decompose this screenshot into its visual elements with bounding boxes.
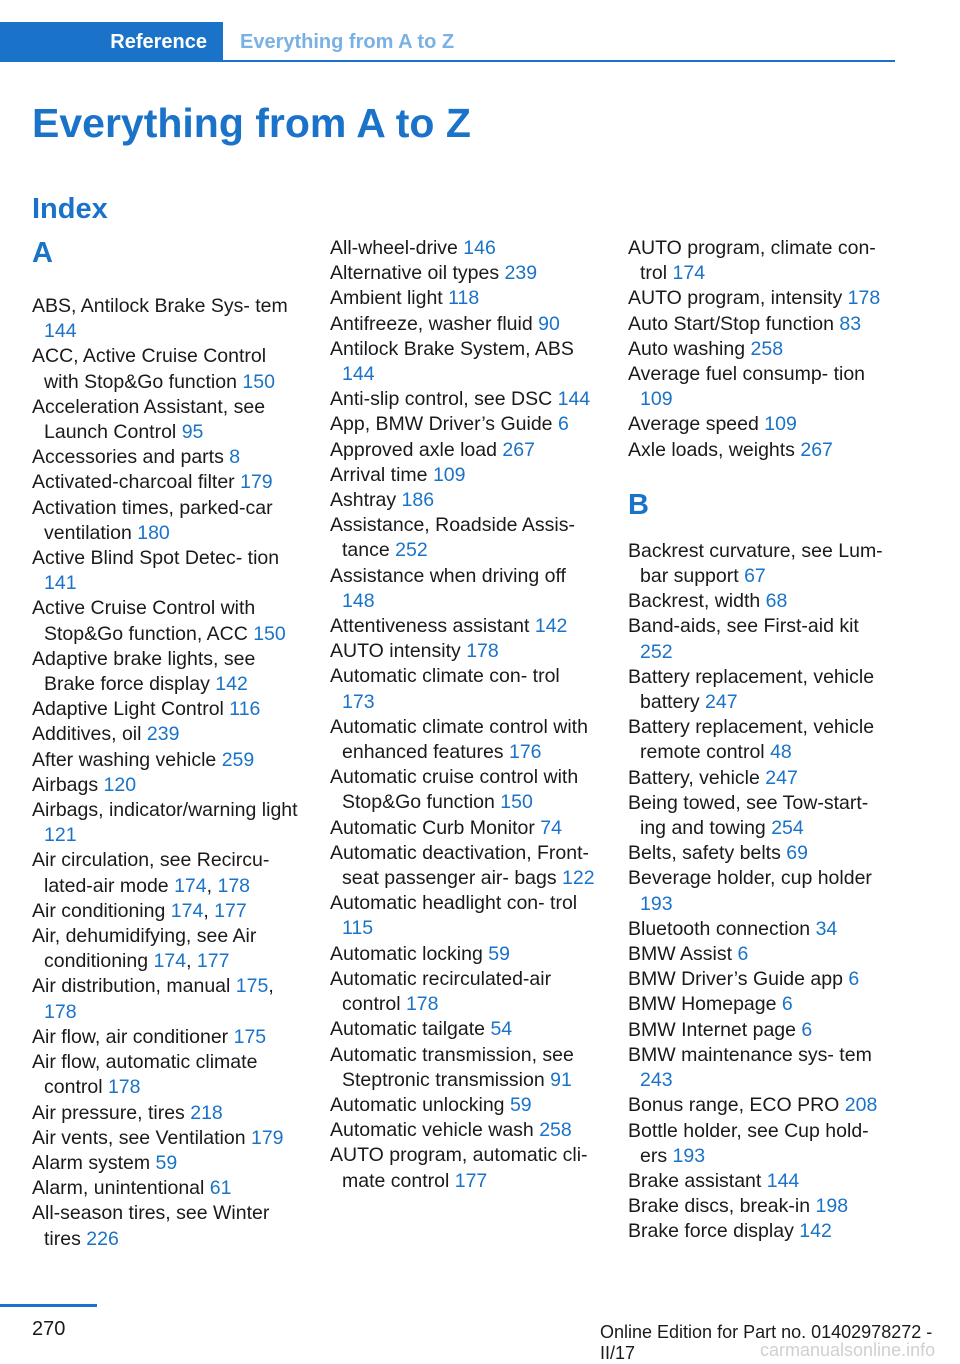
- index-entry: [628, 841, 894, 866]
- index-entry: [628, 614, 894, 664]
- index-entry-text: Axle loads, weights: [628, 438, 795, 461]
- index-page-link[interactable]: 177: [454, 1169, 488, 1192]
- index-entry-text: Automatic cruise control with Stop&Go function: [330, 766, 579, 814]
- index-page-link[interactable]: 179: [250, 1126, 284, 1149]
- edition-note: Online Edition for Part no. 01402978272 - II/17: [600, 1322, 933, 1363]
- index-page-link[interactable]: 178: [405, 993, 439, 1016]
- index-entry-text: Automatic transmission, see Steptronic transmission: [330, 1043, 574, 1091]
- index-entry: [32, 722, 298, 747]
- index-page-link[interactable]: 226: [86, 1227, 119, 1250]
- index-entry: [32, 294, 298, 344]
- index-entry: [32, 1025, 298, 1050]
- index-page-link[interactable]: 144: [342, 363, 375, 386]
- footer-rule: [0, 1304, 97, 1307]
- index-entry-text: Air distribution, manual: [32, 975, 231, 998]
- index-entry-text: Backrest, width: [628, 590, 761, 613]
- tab-everything-a-z[interactable]: Everything from A to Z: [240, 31, 455, 53]
- index-entry: [628, 866, 894, 916]
- index-page-link[interactable]: 6: [848, 968, 860, 991]
- index-entry-text: Belts, safety belts: [628, 842, 781, 865]
- index-entry: [330, 1017, 596, 1042]
- index-page-link[interactable]: 175: [235, 975, 269, 998]
- index-entry-text: Automatic Curb Monitor: [330, 816, 535, 839]
- index-page-link[interactable]: 258: [539, 1119, 572, 1142]
- index-entry-text: Active Cruise Control with Stop&Go function, ACC: [32, 597, 256, 645]
- index-entry-text: Automatic headlight con‐ trol: [330, 892, 578, 915]
- index-page-link[interactable]: 142: [799, 1220, 832, 1243]
- index-entry-text: Auto washing: [628, 337, 746, 360]
- index-page-link[interactable]: 144: [557, 388, 591, 411]
- index-entry-text: Air flow, air conditioner: [32, 1025, 229, 1048]
- index-entry: [32, 344, 298, 394]
- index-page-link[interactable]: 175: [233, 1025, 267, 1048]
- index-entry-text: Airbags, indicator/warning light: [32, 799, 298, 822]
- index-entry-text: AUTO program, automatic cli‐ mate control: [330, 1144, 588, 1192]
- index-entry-text: AUTO program, climate con‐ trol: [628, 237, 876, 285]
- index-page-link[interactable]: 121: [44, 824, 77, 847]
- index-entry-text: Bonus range, ECO PRO: [628, 1094, 840, 1117]
- index-entry-text: Air flow, automatic climate control: [32, 1051, 258, 1099]
- index-entry-text: BMW Assist: [628, 943, 733, 966]
- index-entry-text: Brake discs, break-in: [628, 1195, 811, 1218]
- index-entry-text: Ambient light: [330, 287, 443, 310]
- index-entry: [628, 665, 894, 715]
- index-page-link[interactable]: 6: [557, 413, 569, 436]
- index-entry-text: Airbags: [32, 773, 99, 796]
- index-entry-text: Automatic tailgate: [330, 1018, 486, 1041]
- index-page-link[interactable]: 259: [221, 748, 255, 771]
- index-entry-text: Attentiveness assistant: [330, 615, 530, 638]
- index-page-link[interactable]: 109: [764, 413, 797, 436]
- index-page-link[interactable]: 243: [640, 1069, 673, 1092]
- index-entry-text: Acceleration Assistant, see Launch Control: [32, 395, 266, 444]
- index-entry: [32, 1176, 298, 1201]
- index-entry-text: Anti-slip control, see DSC: [330, 388, 553, 411]
- index-entry-text: Approved axle load: [330, 438, 497, 461]
- index-entry-text: Brake assistant: [628, 1169, 762, 1192]
- tab-reference[interactable]: [0, 22, 223, 62]
- page-number: 270: [32, 1318, 66, 1340]
- index-page-link[interactable]: 59: [509, 1093, 532, 1116]
- index-page-link[interactable]: 178: [217, 874, 251, 897]
- index-entry: [330, 312, 596, 337]
- index-entry-text: Additives, oil: [32, 723, 142, 746]
- index-page-link[interactable]: 254: [771, 817, 804, 840]
- index-page-link[interactable]: 174: [672, 262, 706, 285]
- index-entry-text: Alternative oil types: [330, 262, 500, 285]
- index-column-1: [32, 236, 298, 1252]
- index-entry: [330, 1143, 596, 1193]
- index-page-link[interactable]: 69: [786, 842, 808, 865]
- index-page-link[interactable]: 208: [844, 1094, 878, 1117]
- index-entry: [32, 798, 298, 848]
- index-page-link[interactable]: 186: [401, 489, 435, 512]
- index-entry: [32, 395, 298, 445]
- index-entry: [32, 1050, 298, 1100]
- index-page-link[interactable]: 247: [705, 691, 738, 714]
- index-entry-text: Air circulation, see Recircu‐ lated-air mode: [32, 849, 270, 897]
- index-page-link[interactable]: 6: [737, 943, 749, 966]
- index-entry-text: AUTO program, intensity: [628, 287, 843, 310]
- index-page-link[interactable]: 34: [815, 917, 838, 940]
- index-page-link[interactable]: 267: [800, 438, 833, 461]
- index-entry: [330, 337, 596, 387]
- index-entry-text: Auto Start/Stop function: [628, 312, 834, 335]
- index-entry: [628, 1018, 894, 1043]
- index-page-link[interactable]: 74: [540, 816, 562, 839]
- index-page-link[interactable]: 115: [342, 917, 374, 940]
- index-entry-text: Ashtray: [330, 489, 397, 512]
- index-column-2: [330, 236, 596, 1194]
- index-entry: [330, 488, 596, 513]
- index-entry: [628, 539, 894, 589]
- index-entry: [32, 1126, 298, 1151]
- index-entry: [628, 412, 894, 437]
- index-entry: [628, 337, 894, 362]
- header-rule: [0, 60, 895, 62]
- index-entry-text: BMW Internet page: [628, 1018, 796, 1041]
- index-page-link[interactable]: 90: [538, 312, 560, 335]
- index-entry: [330, 1043, 596, 1093]
- index-entry-text: Accessories and parts: [32, 446, 224, 469]
- index-entry: [32, 445, 298, 470]
- index-entry: [628, 362, 894, 412]
- index-entry: [628, 791, 894, 841]
- index-page-link[interactable]: 178: [847, 287, 881, 310]
- index-entry-text: AUTO intensity: [330, 640, 461, 663]
- index-page-link[interactable]: 61: [209, 1177, 232, 1200]
- index-page-link[interactable]: 150: [242, 370, 275, 393]
- index-entry-text: Automatic climate control with enhanced features: [330, 715, 588, 764]
- index-entry: [628, 1194, 894, 1219]
- index-page-link[interactable]: 178: [466, 640, 499, 663]
- index-entry-text: App, BMW Driver’s Guide: [330, 413, 553, 436]
- index-page-link[interactable]: 142: [534, 615, 568, 638]
- index-entry: [330, 412, 596, 437]
- index-page-link[interactable]: 6: [781, 993, 793, 1016]
- index-page-link[interactable]: 48: [770, 741, 792, 764]
- index-entry: [330, 967, 596, 1017]
- index-entry: [330, 438, 596, 463]
- index-entry: [330, 765, 596, 815]
- index-page-link[interactable]: 141: [44, 572, 77, 595]
- index-entry: [330, 387, 596, 412]
- index-page-link[interactable]: 148: [342, 589, 375, 612]
- index-entry-text: Bluetooth connection: [628, 917, 811, 940]
- index-page-link[interactable]: 218: [190, 1101, 223, 1124]
- tab-reference-label: Reference: [110, 30, 207, 53]
- index-entry-text: Automatic unlocking: [330, 1093, 505, 1116]
- index-entry: [330, 639, 596, 664]
- index-entry-text: ABS, Antilock Brake Sys‐ tem: [32, 295, 288, 317]
- watermark: carmanualsonline.info: [760, 1340, 936, 1360]
- index-page-link[interactable]: 8: [229, 446, 241, 469]
- index-entry-text: Automatic climate con‐ trol: [330, 665, 560, 688]
- index-page-link[interactable]: 118: [448, 287, 480, 310]
- index-entry: Air circulation, see Recircu‐ lated-air mode 174, 178: [32, 849, 270, 897]
- index-entry-text: Adaptive brake lights, see Brake force display: [32, 647, 256, 696]
- index-entry: Air, dehumidifying, see Air conditioning 174, 177: [32, 925, 257, 973]
- index-page-link[interactable]: 174: [170, 899, 204, 922]
- index-column-3: [628, 236, 894, 1245]
- index-entry: [32, 1101, 298, 1126]
- index-page-link[interactable]: 174: [153, 950, 187, 973]
- index-entry: [628, 1093, 894, 1118]
- index-page-link[interactable]: 91: [550, 1068, 572, 1091]
- index-entry: [32, 748, 298, 773]
- index-entry-text: Average fuel consump‐ tion: [628, 363, 866, 386]
- index-entry-text: Activation times, parked-car ventilation: [32, 496, 273, 544]
- index-entry-text: Air vents, see Ventilation: [32, 1126, 246, 1149]
- index-page-link[interactable]: 178: [107, 1076, 141, 1099]
- index-entry: [628, 715, 894, 765]
- index-entry: [628, 589, 894, 614]
- header-tabs: [0, 22, 895, 64]
- index-entry: [330, 286, 596, 311]
- index-entry: [628, 1219, 894, 1244]
- index-entry: [32, 496, 298, 546]
- index-entry: [330, 841, 596, 891]
- index-entry-text: All-wheel-drive: [330, 237, 458, 259]
- index-entry-text: Arrival time: [330, 463, 428, 486]
- index-entry-text: Automatic vehicle wash: [330, 1119, 534, 1142]
- index-entry: [330, 463, 596, 488]
- index-entry-text: Air, dehumidifying, see Air conditioning: [32, 925, 257, 973]
- index-entry-text: Assistance, Roadside Assis‐ tance: [330, 514, 575, 562]
- index-entry-text: Average speed: [628, 413, 759, 436]
- index-entry-text: Battery replacement, vehicle battery: [628, 665, 875, 714]
- index-page-link[interactable]: 144: [766, 1169, 800, 1192]
- index-entry-text: Band-aids, see First-aid kit: [628, 615, 859, 638]
- index-page-link[interactable]: 59: [155, 1151, 178, 1174]
- index-entry: [628, 917, 894, 942]
- index-page-link[interactable]: 177: [196, 950, 230, 973]
- index-page-link[interactable]: 252: [395, 539, 428, 562]
- index-entry-text: Battery, vehicle: [628, 766, 760, 789]
- index-page-link[interactable]: 193: [672, 1144, 706, 1167]
- index-entry: [628, 1043, 894, 1093]
- index-page-link[interactable]: 247: [765, 766, 798, 789]
- index-entry-text: Being towed, see Tow-start‐ ing and towing: [628, 791, 869, 840]
- index-letter-heading: A: [32, 237, 53, 269]
- index-entry: [32, 1151, 298, 1176]
- index-page-link[interactable]: 109: [640, 388, 673, 411]
- index-entry-text: Air conditioning: [32, 899, 166, 922]
- index-page-link[interactable]: 178: [44, 1000, 77, 1023]
- index-entry: [330, 664, 596, 714]
- index-entry: [330, 891, 596, 941]
- index-entry-text: BMW maintenance sys‐ tem: [628, 1043, 872, 1066]
- index-entry: [330, 1118, 596, 1143]
- index-entry-text: Alarm, unintentional: [32, 1177, 205, 1200]
- index-entry-text: Battery replacement, vehicle remote control: [628, 716, 875, 764]
- index-page-link[interactable]: 193: [640, 892, 673, 915]
- index-entry: [628, 992, 894, 1017]
- index-page-link[interactable]: 239: [146, 723, 180, 746]
- index-entry: [330, 261, 596, 286]
- index-page-link[interactable]: 83: [839, 312, 862, 335]
- index-page-link[interactable]: 179: [240, 471, 273, 494]
- index-entry-text: Brake force display: [628, 1220, 794, 1243]
- index-entry: [330, 1093, 596, 1118]
- index-entry: Air conditioning 174, 177: [32, 899, 247, 922]
- index-page-link[interactable]: 59: [488, 942, 510, 965]
- index-page-link[interactable]: 146: [463, 237, 496, 259]
- index-entry: [330, 614, 596, 639]
- index-letter-heading: B: [628, 488, 649, 521]
- index-page-link[interactable]: 120: [103, 773, 137, 796]
- index-page-link[interactable]: 109: [432, 463, 466, 486]
- index-page-link[interactable]: 68: [765, 590, 788, 613]
- index-entry-text: ACC, Active Cruise Control with Stop&Go function: [32, 345, 267, 393]
- index-entry: [32, 647, 298, 697]
- index-page-link[interactable]: 142: [215, 673, 248, 696]
- index-entry: [330, 942, 596, 967]
- index-entry: [32, 697, 298, 722]
- index-page-link[interactable]: 6: [801, 1018, 813, 1041]
- index-entry-text: Antilock Brake System, ABS: [330, 337, 574, 360]
- index-entry-text: After washing vehicle: [32, 748, 217, 771]
- index-page-link[interactable]: 267: [502, 438, 535, 461]
- index-page-link[interactable]: 176: [508, 741, 542, 764]
- index-entry-text: BMW Driver’s Guide app: [628, 968, 843, 991]
- index-entry: [330, 513, 596, 563]
- index-entry: [628, 942, 894, 967]
- index-entry-text: Automatic deactivation, Front-seat passenger air‐ bags: [330, 841, 590, 890]
- index-page-link[interactable]: 122: [562, 867, 595, 890]
- index-entry: [32, 596, 298, 646]
- index-entry-text: Backrest curvature, see Lum‐ bar support: [628, 539, 883, 588]
- page-title: Everything from A to Z: [32, 100, 471, 146]
- index-page-link[interactable]: 67: [744, 565, 766, 588]
- index-entry-text: Automatic recirculated-air control: [330, 967, 552, 1016]
- index-entry-text: Air pressure, tires: [32, 1101, 185, 1124]
- index-page-link[interactable]: 95: [181, 421, 204, 444]
- index-page-link[interactable]: 239: [504, 262, 538, 285]
- index-entry: [32, 470, 298, 495]
- index-entry: [32, 1201, 298, 1251]
- index-page-link[interactable]: 150: [253, 622, 286, 645]
- index-page-link[interactable]: 150: [500, 791, 533, 814]
- index-entry: [628, 286, 894, 311]
- index-page-link[interactable]: 116: [229, 698, 261, 721]
- index-page-link[interactable]: 173: [342, 690, 375, 713]
- index-entry-text: Bottle holder, see Cup hold‐ ers: [628, 1119, 869, 1167]
- index-page-link[interactable]: 252: [640, 640, 673, 663]
- index-page-link[interactable]: 180: [137, 521, 170, 544]
- index-entry: Air distribution, manual 175, 178: [32, 975, 274, 1023]
- index-entry-text: All-season tires, see Winter tires: [32, 1202, 270, 1250]
- index-entry: [32, 773, 298, 798]
- index-entry-text: Active Blind Spot Detec‐ tion: [32, 547, 280, 570]
- index-entry: [628, 766, 894, 791]
- index-entry: [628, 1169, 894, 1194]
- index-entry: [330, 816, 596, 841]
- index-entry-text: Alarm system: [32, 1151, 151, 1174]
- section-title: Index: [32, 193, 108, 225]
- index-entry: [330, 236, 596, 261]
- index-entry: [628, 236, 894, 286]
- index-entry: [628, 438, 894, 463]
- index-page-link[interactable]: 177: [214, 899, 247, 922]
- index-entry: [330, 715, 596, 765]
- index-entry: [330, 564, 596, 614]
- index-entry-text: Automatic locking: [330, 942, 483, 965]
- index-page-link[interactable]: 54: [490, 1018, 513, 1041]
- index-entry-text: Assistance when driving off: [330, 564, 566, 587]
- index-page-link[interactable]: 174: [174, 874, 207, 897]
- index-page-link[interactable]: 258: [750, 337, 784, 360]
- index-entry-text: Activated-charcoal filter: [32, 471, 235, 494]
- index-entry-text: BMW Homepage: [628, 993, 777, 1016]
- index-entry: [628, 1119, 894, 1169]
- index-entry-text: Adaptive Light Control: [32, 698, 224, 721]
- index-entry-text: Beverage holder, cup holder: [628, 867, 872, 890]
- index-page-link[interactable]: 144: [44, 320, 77, 343]
- index-entry: [628, 967, 894, 992]
- index-entry-text: Antifreeze, washer fluid: [330, 312, 533, 335]
- index-page-link[interactable]: 198: [815, 1195, 849, 1218]
- index-entry: [628, 312, 894, 337]
- index-entry: [32, 546, 298, 596]
